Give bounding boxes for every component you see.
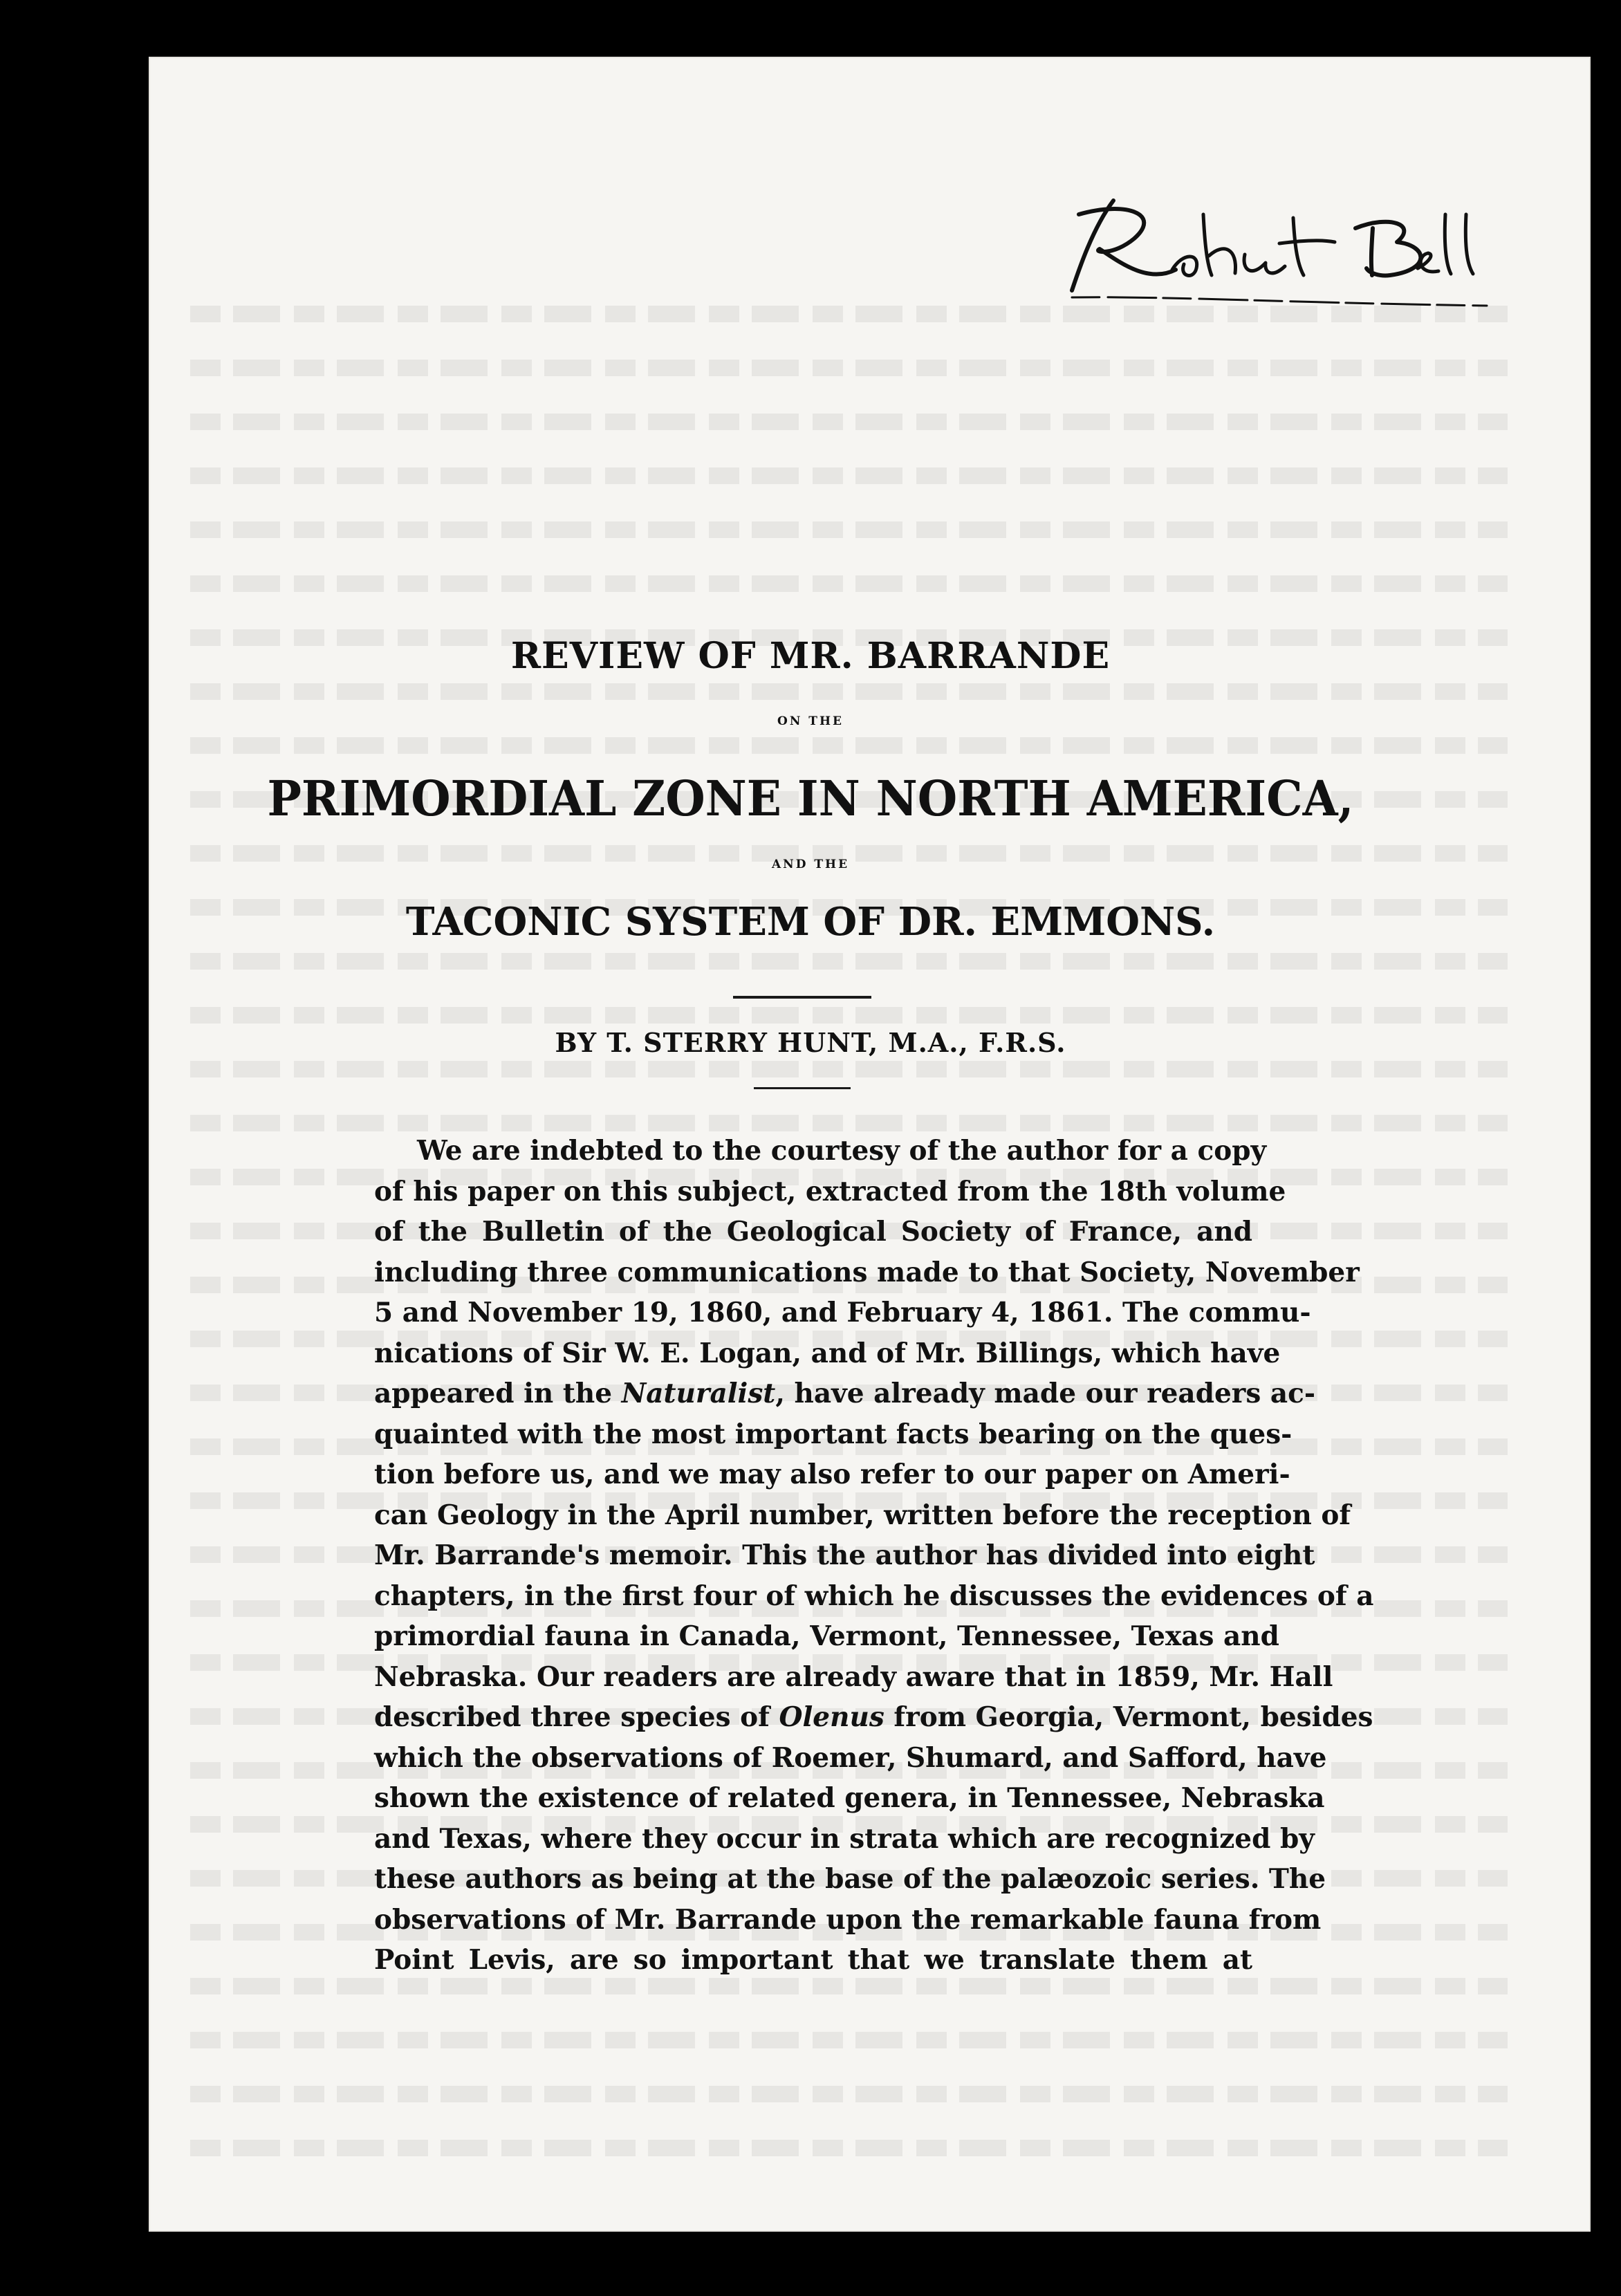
author-byline: BY T. STERRY HUNT, M.A., F.R.S. bbox=[555, 1027, 1066, 1058]
body-line: can Geology in the April number, written before the reception of bbox=[374, 1499, 1351, 1531]
article-body bbox=[374, 1131, 1374, 1981]
handwritten-signature bbox=[1030, 187, 1508, 318]
body-line: quainted with the most important facts bearing on the ques- bbox=[374, 1418, 1293, 1450]
italic-periodical-title: Naturalist bbox=[621, 1378, 776, 1409]
body-line: Point Levis, are so important that we translate them at bbox=[374, 1944, 1252, 1976]
divider-rule-short bbox=[754, 1087, 851, 1089]
body-line: which the observations of Roemer, Shumard, and Safford, have bbox=[374, 1741, 1327, 1774]
body-line: Mr. Barrande's memoir. This the author has divided into eight bbox=[374, 1539, 1315, 1571]
article-title: REVIEW OF MR. BARRANDE bbox=[510, 635, 1111, 677]
body-line: of his paper on this subject, extracted from the 18th volume bbox=[374, 1175, 1286, 1207]
title-connector-and-the: AND THE bbox=[771, 858, 850, 871]
body-line: observations of Mr. Barrande upon the remarkable fauna from bbox=[374, 1903, 1322, 1936]
body-line: chapters, in the first four of which he discusses the evidences of a bbox=[374, 1580, 1374, 1612]
article-subject: PRIMORDIAL ZONE IN NORTH AMERICA, bbox=[267, 770, 1354, 827]
body-line bbox=[374, 1373, 1316, 1414]
divider-rule bbox=[733, 996, 871, 999]
body-line: these authors as being at the base of the palæozoic series. The bbox=[374, 1863, 1326, 1895]
body-text-run: from Georgia, Vermont, besides bbox=[884, 1701, 1373, 1733]
title-connector-on-the: ON THE bbox=[777, 714, 844, 728]
body-line: including three communications made to that Society, November bbox=[374, 1256, 1360, 1288]
body-line: shown the existence of related genera, in Tennessee, Nebraska bbox=[374, 1782, 1325, 1814]
body-line: nications of Sir W. E. Logan, and of Mr. Billings, which have bbox=[374, 1337, 1281, 1369]
body-line: primordial fauna in Canada, Vermont, Tennessee, Texas and bbox=[374, 1620, 1279, 1652]
body-line bbox=[374, 1697, 1373, 1738]
body-text-run: described three species of bbox=[374, 1701, 779, 1733]
body-line: We are indebted to the courtesy of the author for a copy bbox=[417, 1135, 1267, 1167]
article-subject-secondary: TACONIC SYSTEM OF DR. EMMONS. bbox=[405, 899, 1216, 945]
body-text-run: , have already made our readers ac- bbox=[775, 1378, 1316, 1409]
body-line: Nebraska. Our readers are already aware that in 1859, Mr. Hall bbox=[374, 1660, 1333, 1693]
body-line: 5 and November 19, 1860, and February 4, 1861. The commu- bbox=[374, 1297, 1311, 1328]
italic-genus-name: Olenus bbox=[779, 1701, 884, 1733]
body-line: of the Bulletin of the Geological Society of France, and bbox=[374, 1216, 1252, 1248]
body-line: and Texas, where they occur in strata which are recognized by bbox=[374, 1822, 1315, 1855]
body-line: tion before us, and we may also refer to our paper on Ameri- bbox=[374, 1459, 1290, 1490]
body-text-run: appeared in the bbox=[374, 1378, 622, 1409]
